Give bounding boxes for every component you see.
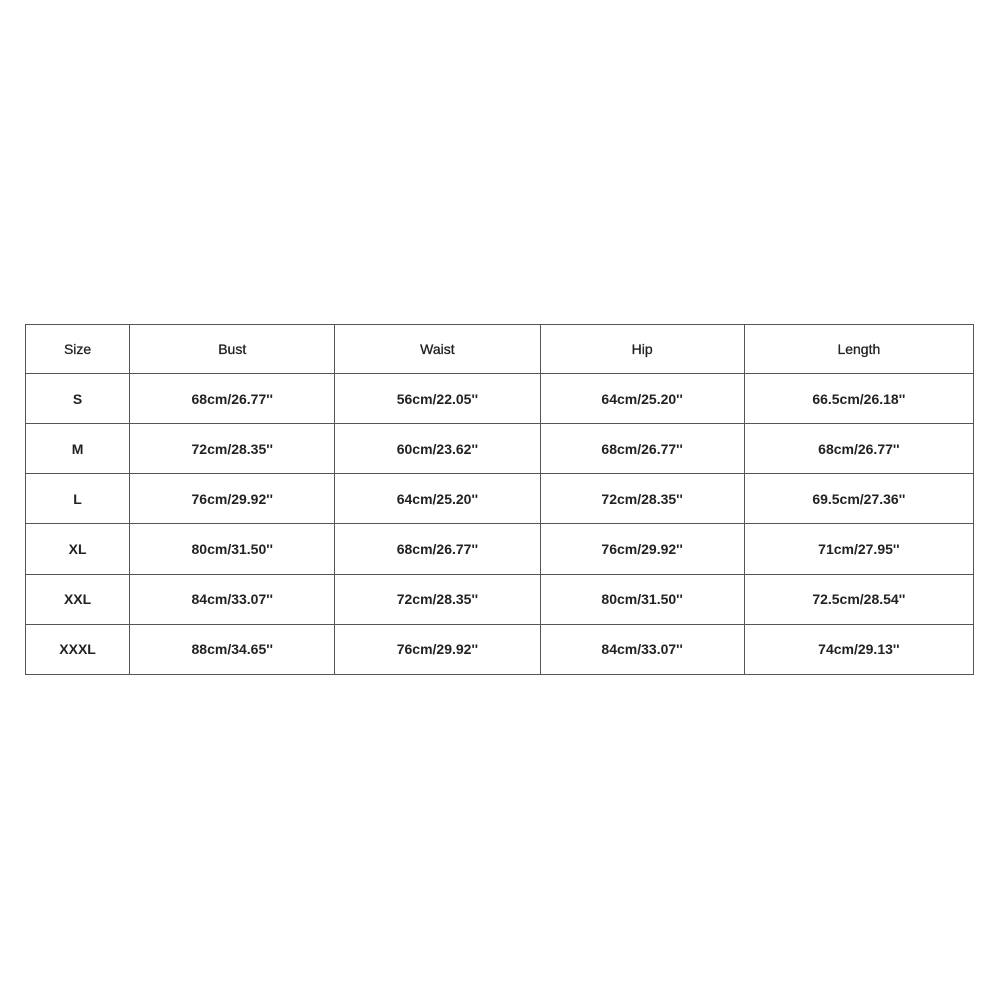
- cell-hip: 76cm/29.92'': [540, 524, 744, 574]
- cell-bust: 72cm/28.35'': [130, 424, 335, 474]
- cell-size: L: [26, 474, 130, 524]
- table-row: [26, 624, 974, 674]
- cell-hip: 64cm/25.20'': [540, 374, 744, 424]
- cell-bust: 76cm/29.92'': [130, 474, 335, 524]
- header-size: Size: [26, 325, 130, 374]
- cell-waist: 64cm/25.20'': [335, 474, 540, 524]
- cell-waist: 60cm/23.62'': [335, 424, 540, 474]
- cell-hip: 72cm/28.35'': [540, 474, 744, 524]
- cell-size: M: [26, 424, 130, 474]
- cell-waist: 72cm/28.35'': [335, 574, 540, 624]
- cell-length: 68cm/26.77'': [744, 424, 973, 474]
- cell-size: XXXL: [26, 624, 130, 674]
- header-bust: Bust: [130, 325, 335, 374]
- cell-size: XL: [26, 524, 130, 574]
- size-chart-table: [25, 324, 974, 675]
- header-length: Length: [744, 325, 973, 374]
- cell-bust: 68cm/26.77'': [130, 374, 335, 424]
- table-row: [26, 424, 974, 474]
- table-row: [26, 574, 974, 624]
- header-waist: Waist: [335, 325, 540, 374]
- table-header-row: [26, 325, 974, 374]
- cell-length: 71cm/27.95'': [744, 524, 973, 574]
- header-hip: Hip: [540, 325, 744, 374]
- cell-length: 72.5cm/28.54'': [744, 574, 973, 624]
- cell-waist: 68cm/26.77'': [335, 524, 540, 574]
- cell-size: S: [26, 374, 130, 424]
- cell-length: 69.5cm/27.36'': [744, 474, 973, 524]
- cell-bust: 88cm/34.65'': [130, 624, 335, 674]
- table-row: [26, 524, 974, 574]
- cell-size: XXL: [26, 574, 130, 624]
- table-row: [26, 474, 974, 524]
- cell-hip: 80cm/31.50'': [540, 574, 744, 624]
- cell-length: 74cm/29.13'': [744, 624, 973, 674]
- cell-waist: 76cm/29.92'': [335, 624, 540, 674]
- cell-bust: 84cm/33.07'': [130, 574, 335, 624]
- cell-hip: 84cm/33.07'': [540, 624, 744, 674]
- table-row: [26, 374, 974, 424]
- cell-length: 66.5cm/26.18'': [744, 374, 973, 424]
- cell-waist: 56cm/22.05'': [335, 374, 540, 424]
- cell-hip: 68cm/26.77'': [540, 424, 744, 474]
- cell-bust: 80cm/31.50'': [130, 524, 335, 574]
